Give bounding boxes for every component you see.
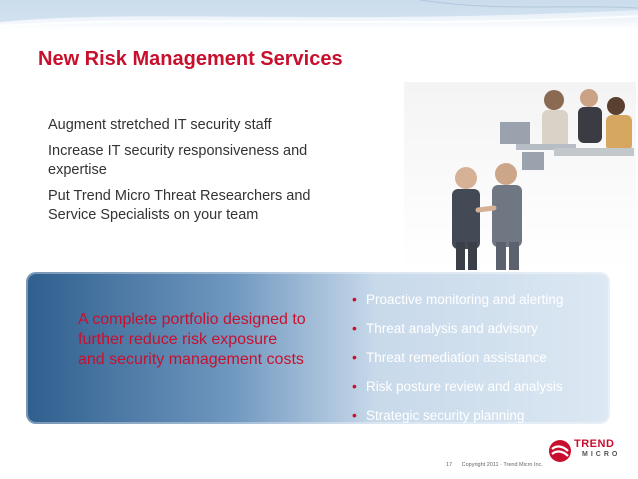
header-band [0, 0, 638, 30]
office-handshake-illustration [404, 82, 636, 270]
key-points [48, 116, 348, 232]
key-point: Augment stretched IT security staff [48, 117, 272, 133]
services-list [350, 286, 610, 431]
service-item [350, 286, 610, 315]
service-item [350, 344, 610, 373]
trend-micro-logo-icon [548, 439, 572, 463]
service-item [350, 315, 610, 344]
slide-footer [446, 462, 551, 468]
service-label: Strategic security planning [366, 408, 525, 423]
service-item [350, 402, 610, 431]
service-label: Risk posture review and analysis [366, 379, 563, 394]
logo-wordmark-top: TREND [574, 438, 615, 450]
key-point: Put Trend Micro Threat Researchers and Service Specialists on your team [48, 188, 311, 223]
trend-micro-logo [548, 436, 634, 466]
bullet-icon: • [352, 378, 357, 394]
logo-wordmark-bottom: MICRO [582, 451, 621, 458]
bullet-icon: • [352, 407, 357, 423]
service-label: Proactive monitoring and alerting [366, 292, 564, 307]
service-label: Threat analysis and advisory [366, 321, 538, 336]
slide-title: New Risk Management Services [38, 48, 343, 70]
copyright-text: Copyright 2011 · Trend Micro Inc. [461, 462, 543, 468]
business-people-photo [404, 82, 636, 270]
service-label: Threat remediation assistance [366, 350, 547, 365]
header-wave-decoration [0, 0, 638, 30]
portfolio-statement: A complete portfolio designed to further reduce risk exposure and security management costs [78, 311, 306, 368]
bullet-icon: • [352, 320, 357, 336]
service-item [350, 373, 610, 402]
key-point: Increase IT security responsiveness and expertise [48, 143, 308, 178]
bullet-icon: • [352, 291, 357, 307]
bullet-icon: • [352, 349, 357, 365]
page-number: 17 [446, 462, 453, 468]
